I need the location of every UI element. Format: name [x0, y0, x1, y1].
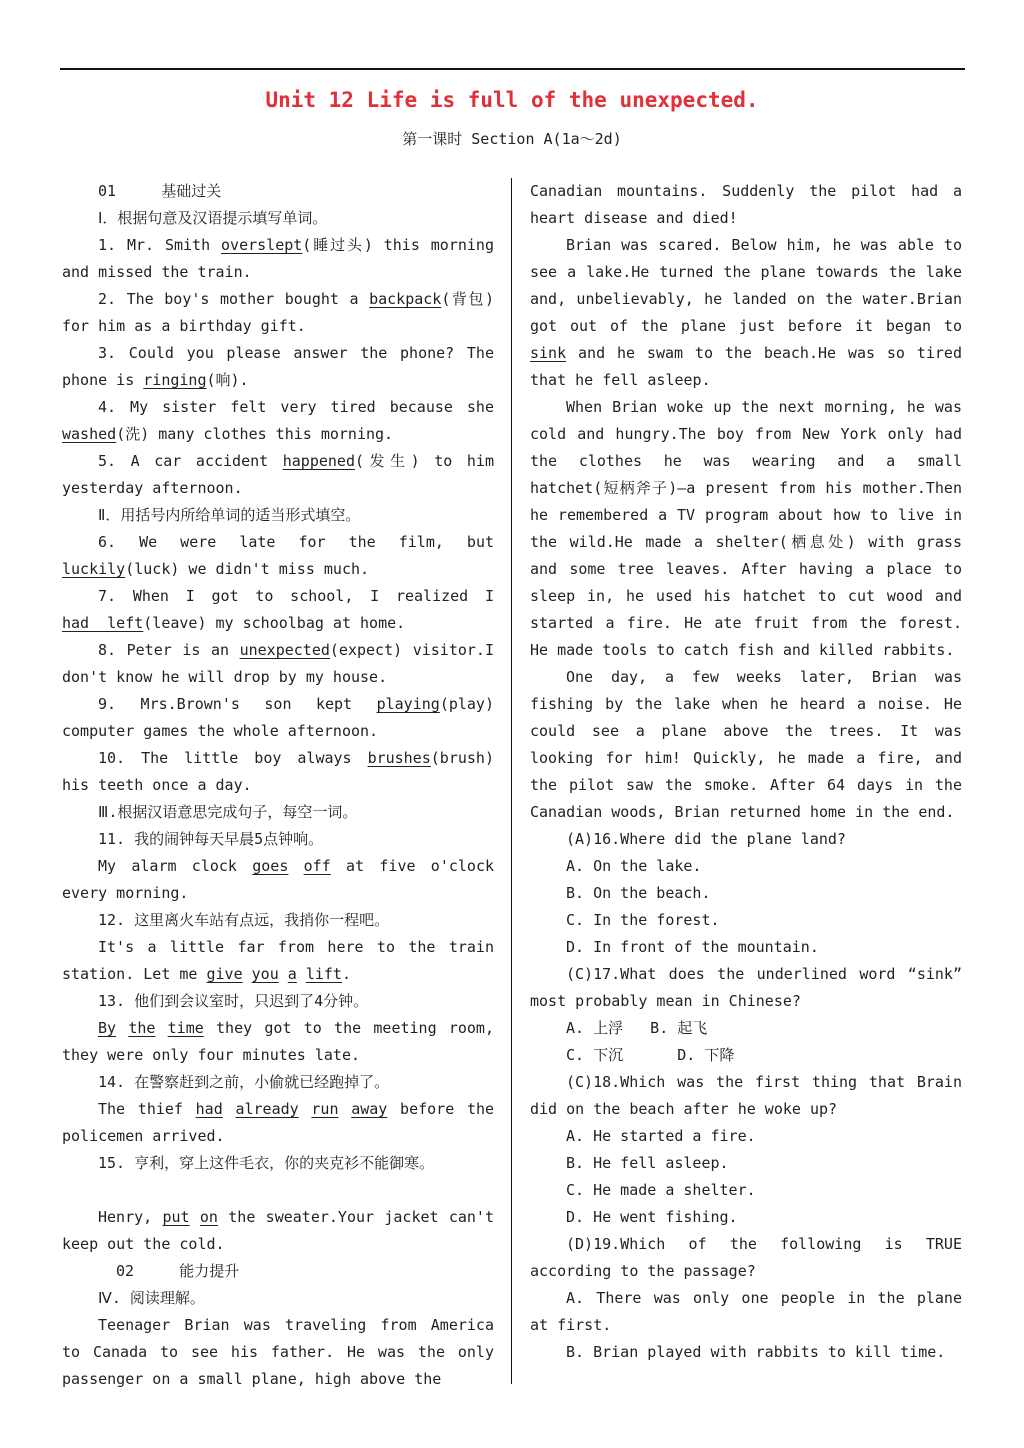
- header-rule: [60, 68, 965, 70]
- question-8: 8. Peter is an unexpected(expect) visitor.I don't know he will drop by my house.: [62, 641, 494, 686]
- passage-paragraph-3: When Brian woke up the next morning, he was cold and hungry.The boy from New York only had the clothes he was wearing and a small hatchet(短柄斧子)—a present from his mother.Then he remembered a TV program about how to live in the wild.He made a shelter(栖息处) with grass and some tree leaves. After having a place to sleep in, he used his hatchet to cut wood and started a fire. He ate fruit from the forest. He made tools to catch fish and killed rabbits.: [530, 398, 962, 659]
- option: A. On the lake.: [566, 857, 702, 875]
- question-10: 10. The little boy always brushes(brush) his teeth once a day.: [62, 749, 494, 794]
- answer: luckily: [62, 560, 126, 578]
- option: A. 上浮 B. 起飞: [566, 1019, 708, 1037]
- question-5: 5. A car accident happened(发生) to him yesterday afternoon.: [62, 452, 494, 497]
- option: D. He went fishing.: [566, 1208, 738, 1226]
- option: B. On the beach.: [566, 884, 711, 902]
- section-heading-2: [62, 1258, 494, 1285]
- option: C. In the forest.: [566, 911, 720, 929]
- answer: give: [206, 965, 243, 983]
- question-18: (C)18.Which was the first thing that Brain did on the beach after he woke up?: [530, 1073, 962, 1118]
- answer: washed: [62, 425, 117, 443]
- question-14: The thief had already run away before the policemen arrived.: [62, 1100, 495, 1145]
- answer: playing: [376, 695, 440, 713]
- answer: goes: [252, 857, 289, 875]
- answer: off: [303, 857, 331, 875]
- question-11-prompt: 11. 我的闹钟每天早晨5点钟响。: [98, 830, 324, 848]
- column-divider: [511, 178, 512, 1384]
- section-title: 基础过关: [161, 182, 222, 200]
- question-4: 4. My sister felt very tired because she washed(洗) many clothes this morning.: [62, 398, 494, 443]
- passage-paragraph-1: Teenager Brian was traveling from America to Canada to see his father. He was the only passenger on a small plane, high above the: [62, 1316, 494, 1388]
- page-title: Unit 12 Life is full of the unexpected.: [265, 88, 759, 112]
- question-15-prompt: 15. 亨利，穿上这件毛衣，你的夹克衫不能御寒。: [98, 1154, 435, 1172]
- question-15: Henry, put on the sweater.Your jacket can't keep out the cold.: [62, 1208, 494, 1253]
- option: C. 下沉 D. 下降: [566, 1046, 735, 1064]
- part-3-title: Ⅲ.根据汉语意思完成句子，每空一词。: [98, 803, 358, 821]
- answer: backpack: [369, 290, 442, 308]
- question-7: 7. When I got to school, I realized I had left(leave) my schoolbag at home.: [62, 587, 494, 632]
- answer: ringing: [143, 371, 207, 389]
- part-2-title: Ⅱ．用括号内所给单词的适当形式填空。: [98, 506, 361, 524]
- option: B. He fell asleep.: [566, 1154, 729, 1172]
- underlined-word: sink: [530, 344, 567, 362]
- question-13-prompt: 13. 他们到会议室时，只迟到了4分钟。: [98, 992, 369, 1010]
- option: A. He started a fire.: [566, 1127, 756, 1145]
- option: C. He made a shelter.: [566, 1181, 756, 1199]
- answer: overslept: [221, 236, 303, 254]
- question-19: (D)19.Which of the following is TRUE according to the passage?: [530, 1235, 962, 1280]
- answer: on: [199, 1208, 218, 1226]
- section-number: 01: [98, 182, 117, 200]
- question-16: (A)16.Where did the plane land?: [566, 830, 846, 848]
- left-column: [62, 178, 494, 1393]
- passage-paragraph-2: Brian was scared. Below him, he was able to see a lake.He turned the plane towards the lake and, unbelievably, he landed on the water.Brian got out of the plane just before it began to sink and he swam to the beach.He was so tired that he fell asleep.: [530, 236, 962, 389]
- answer: run: [311, 1100, 339, 1118]
- section-heading-1: [62, 178, 494, 205]
- answer: brushes: [367, 749, 431, 767]
- question-2: 2. The boy's mother bought a backpack(背包) for him as a birthday gift.: [62, 290, 494, 335]
- question-11: My alarm clock goes off at five o'clock every morning.: [62, 857, 495, 902]
- section-title: 能力提升: [179, 1262, 240, 1280]
- option: D. In front of the mountain.: [566, 938, 819, 956]
- question-17: (C)17.What does the underlined word “sink” most probably mean in Chinese?: [530, 965, 962, 1010]
- passage-paragraph-4: One day, a few weeks later, Brian was fishing by the lake when he heard a noise. He could see a plane above the trees. It was looking for him! Quickly, he made a fire, and the pilot saw the smoke. After 64 days in the Canadian woods, Brian returned home in the end.: [530, 668, 962, 821]
- question-13: By the time they got to the meeting room, they were only four minutes late.: [62, 1019, 494, 1064]
- answer: put: [162, 1208, 190, 1226]
- question-9: 9. Mrs.Brown's son kept playing(play) computer games the whole afternoon.: [62, 695, 494, 740]
- question-1: 1. Mr. Smith overslept(睡过头) this morning and missed the train.: [62, 236, 494, 281]
- answer: had left: [62, 614, 144, 632]
- answer: happened: [282, 452, 355, 470]
- answer: a: [287, 965, 297, 983]
- option: A. There was only one people in the plane at first.: [530, 1289, 962, 1334]
- section-number: 02: [116, 1262, 135, 1280]
- answer: By: [98, 1019, 117, 1037]
- answer: already: [235, 1100, 299, 1118]
- option: B. Brian played with rabbits to kill time.: [566, 1343, 946, 1361]
- answer: the: [128, 1019, 156, 1037]
- question-3: 3. Could you please answer the phone? The phone is ringing(响).: [62, 344, 494, 389]
- right-column: [530, 178, 962, 1366]
- part-1-title: Ⅰ．根据句意及汉语提示填写单词。: [98, 209, 328, 227]
- part-4-title: Ⅳ. 阅读理解。: [98, 1289, 205, 1307]
- question-6: 6. We were late for the film, but luckily(luck) we didn't miss much.: [62, 533, 494, 578]
- answer: you: [251, 965, 279, 983]
- question-12-prompt: 12. 这里离火车站有点远，我捎你一程吧。: [98, 911, 390, 929]
- question-14-prompt: 14. 在警察赶到之前，小偷就已经跑掉了。: [98, 1073, 390, 1091]
- passage-paragraph-1-continued: Canadian mountains. Suddenly the pilot had a heart disease and died!: [530, 182, 962, 227]
- answer: lift: [305, 965, 342, 983]
- answer: had: [195, 1100, 223, 1118]
- answer: unexpected: [239, 641, 330, 659]
- page-subtitle: 第一课时 Section A(1a～2d): [402, 130, 622, 148]
- answer: time: [167, 1019, 204, 1037]
- question-12: It's a little far from here to the train station. Let me give you a lift.: [62, 938, 494, 983]
- answer: away: [351, 1100, 388, 1118]
